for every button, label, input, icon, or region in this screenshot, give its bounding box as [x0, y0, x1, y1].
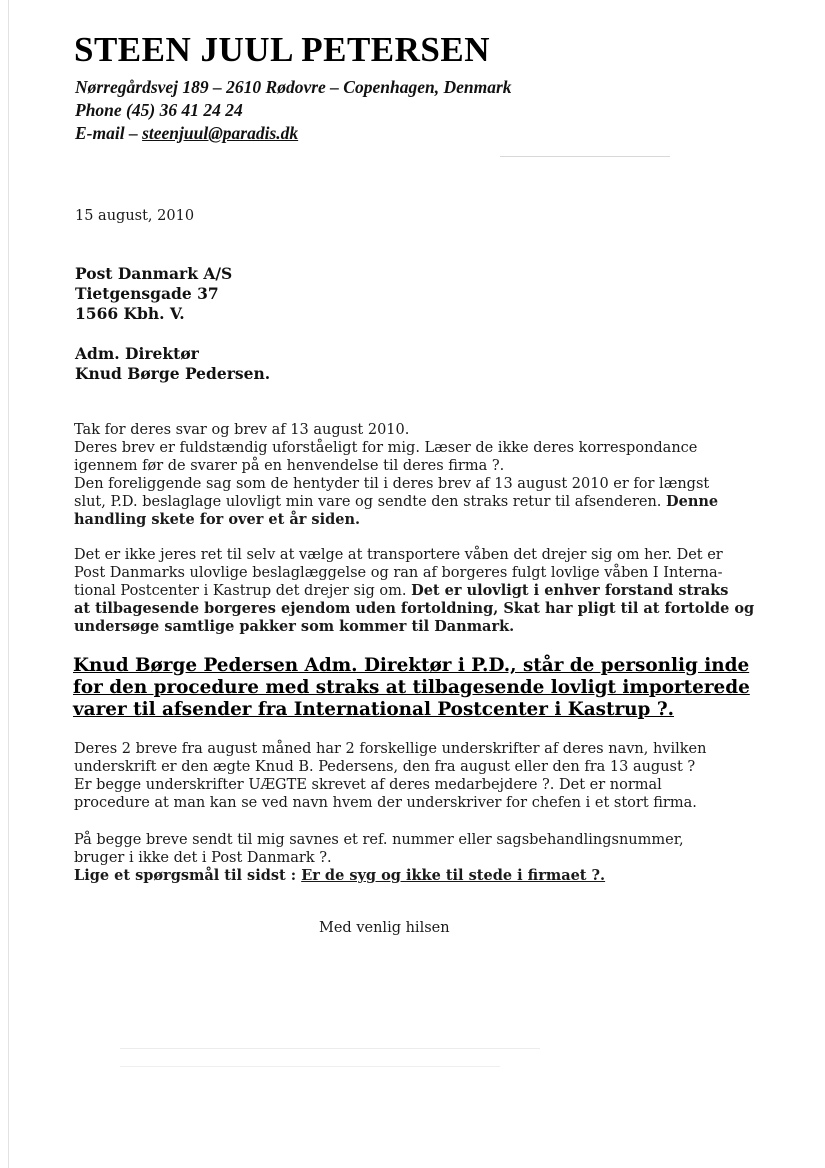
attention-title: Adm. Direktør: [75, 344, 199, 363]
p2-line-3-text: tional Postcenter i Kastrup det drejer sig om.: [74, 583, 412, 599]
attention-block: [75, 344, 270, 384]
headline-line-3: varer til afsender fra International Postcenter i Kastrup ?.: [73, 699, 674, 720]
p1-line-3: igennem før de svarer på en henvendelse til deres firma ?.: [74, 458, 505, 474]
p2-line-1: Det er ikke jeres ret til selv at vælge at transportere våben det drejer sig om her. Det er: [74, 547, 723, 563]
p1-line-1: Tak for deres svar og brev af 13 august 2010.: [74, 422, 410, 438]
letterhead-name: STEEN JUUL PETERSEN: [74, 30, 491, 69]
email-link[interactable]: steenjuul@paradis.dk: [142, 123, 299, 143]
p4-line-2: bruger i ikke det i Post Danmark ?.: [74, 850, 332, 866]
scan-noise: [500, 156, 670, 157]
p4-line-3-question: Er de syg og ikke til stede i firmaet ?.: [301, 867, 606, 884]
p2-line-3-bold: Det er ulovligt i enhver forstand straks: [411, 582, 729, 599]
scan-edge-line: [8, 0, 9, 1168]
p1-line-5: [74, 493, 718, 511]
letterhead-email: [75, 122, 298, 144]
p3-line-1: Deres 2 breve fra august måned har 2 forskellige underskrifter af deres navn, hvilken: [74, 741, 707, 757]
p2-line-5: undersøge samtlige pakker som kommer til Danmark.: [74, 618, 515, 635]
p4-line-1: På begge breve sendt til mig savnes et ref. nummer eller sagsbehandlingsnummer,: [74, 832, 684, 848]
scan-noise: [120, 1066, 500, 1067]
letter-date: 15 august, 2010: [75, 208, 195, 224]
p2-line-4: at tilbagesende borgeres ejendom uden fortoldning, Skat har pligt til at fortolde og: [74, 600, 755, 617]
email-prefix: E-mail –: [75, 123, 143, 143]
letterhead-address: Nørregårdsvej 189 – 2610 Rødovre – Copenhagen, Denmark: [75, 77, 512, 97]
p3-line-3: Er begge underskrifter UÆGTE skrevet af deres medarbejdere ?. Det er normal: [74, 777, 662, 793]
attention-person: Knud Børge Pedersen.: [75, 364, 271, 383]
p1-line-5-bold: Denne: [666, 493, 719, 510]
recipient-company: Post Danmark A/S: [75, 264, 233, 283]
p3-line-2: underskrift er den ægte Knud B. Pedersens, den fra august eller den fra 13 august ?: [74, 759, 696, 775]
letterhead-phone: Phone (45) 36 41 24 24: [75, 100, 243, 120]
p1-line-6: handling skete for over et år siden.: [74, 511, 361, 528]
headline-line-1: Knud Børge Pedersen Adm. Direktør i P.D., står de personlig inde: [73, 655, 750, 676]
recipient-address: [75, 264, 232, 324]
p3-line-4: procedure at man kan se ved navn hvem der underskriver for chefen i et stort firma.: [74, 795, 697, 811]
recipient-city: 1566 Kbh. V.: [75, 304, 185, 323]
recipient-street: Tietgensgade 37: [75, 284, 219, 303]
p4-line-3: [74, 867, 605, 885]
p2-line-2: Post Danmarks ulovlige beslaglæggelse og ran af borgeres fulgt lovlige våben I Interna-: [74, 565, 723, 581]
p1-line-5-text: slut, P.D. beslaglage ulovligt min vare og sendte den straks retur til afsenderen.: [74, 494, 667, 510]
p4-line-3-bold: Lige et spørgsmål til sidst :: [74, 867, 302, 884]
scan-noise: [120, 1048, 540, 1049]
headline-line-2: for den procedure med straks at tilbagesende lovligt importerede: [73, 677, 750, 698]
p1-line-2: Deres brev er fuldstændig uforståeligt for mig. Læser de ikke deres korrespondance: [74, 440, 698, 456]
p1-line-4: Den foreliggende sag som de hentyder til i deres brev af 13 august 2010 er for længst: [74, 476, 710, 492]
closing-salutation: Med venlig hilsen: [319, 920, 450, 936]
p2-line-3: [74, 582, 728, 600]
